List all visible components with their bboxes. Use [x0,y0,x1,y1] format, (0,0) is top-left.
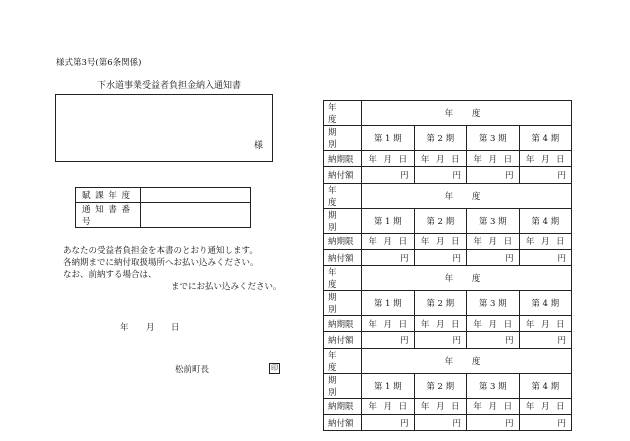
date-part: 日 [451,402,460,413]
date-part: 年 [525,154,535,165]
amount-cell[interactable]: 円 [414,332,467,348]
period-name: 第 2 期 [414,373,467,398]
period-name: 第 3 期 [467,291,520,316]
notice-number-field[interactable] [141,203,251,228]
info-row-notice-number [76,203,251,228]
due-date-cell[interactable] [362,151,415,167]
due-date-cell[interactable] [467,233,520,249]
due-date-cell[interactable] [467,316,520,332]
due-date-parts [467,400,519,412]
amount-row [324,332,572,348]
date-part: 月 [540,154,550,165]
date-part: 年 [368,319,377,330]
date-part: 日 [398,237,408,248]
fiscal-year-span[interactable]: 年 度 [362,348,572,373]
date-part: 年 [368,402,377,413]
fiscal-year-row [324,348,572,373]
amount-cell[interactable]: 円 [414,415,467,431]
period-name: 第 4 期 [519,291,572,316]
due-date-parts [520,153,572,165]
period-name: 第 1 期 [362,373,415,398]
date-part: 月 [435,319,445,330]
date-part: 月 [540,237,550,248]
due-date-parts [467,153,519,165]
due-date-parts [362,153,414,165]
fiscal-year-label: 年 度 [324,266,362,291]
date-part: 年 [525,237,535,248]
due-date-parts [415,318,467,330]
fiscal-year-label: 賦 課 年 度 [76,188,141,203]
issuer-name: 松前町長 [175,365,210,375]
date-part: 年 [420,402,430,413]
form-number: 様式第3号(第6条関係) [56,58,142,68]
amount-label: 納付額 [324,415,362,431]
date-part: 月 [540,402,550,413]
fiscal-year-row [324,101,572,126]
date-part: 年 [420,154,430,165]
date-part: 月 [488,154,497,165]
amount-label: 納付額 [324,167,362,183]
period-name: 第 3 期 [467,208,520,233]
period-label: 期 別 [324,126,362,151]
period-row [324,208,572,233]
amount-label: 納付額 [324,249,362,265]
date-part: 日 [451,154,460,165]
period-label: 期 別 [324,208,362,233]
amount-cell[interactable]: 円 [519,249,572,265]
amount-cell[interactable]: 円 [362,415,415,431]
period-name: 第 4 期 [519,373,572,398]
date-part: 日 [398,319,408,330]
due-date-cell[interactable] [414,398,467,414]
date-part: 月 [383,237,392,248]
due-date-parts [467,235,519,247]
date-part: 年 [368,237,377,248]
due-date-parts [415,235,467,247]
amount-cell[interactable]: 円 [467,249,520,265]
due-date-parts [362,400,414,412]
fiscal-year-span[interactable]: 年 度 [362,266,572,291]
due-date-row [324,151,572,167]
date-part: 年 [525,402,535,413]
period-name: 第 1 期 [362,126,415,151]
due-date-cell[interactable] [467,398,520,414]
due-date-cell[interactable] [519,233,572,249]
period-row [324,373,572,398]
seal-stamp: 印 [271,364,278,372]
due-date-parts [520,318,572,330]
date-part: 日 [503,319,513,330]
date-part: 日 [503,237,513,248]
amount-cell[interactable]: 円 [414,249,467,265]
date-part: 月 [383,154,392,165]
amount-cell[interactable]: 円 [519,167,572,183]
period-name: 第 3 期 [467,373,520,398]
due-date-cell[interactable] [414,151,467,167]
due-date-cell[interactable] [467,151,520,167]
due-date-parts [467,318,519,330]
info-row-fiscal-year [76,188,251,203]
date-part: 月 [435,237,445,248]
amount-row [324,415,572,431]
date-part: 日 [451,319,460,330]
date-part: 月 [383,402,392,413]
date-part: 日 [556,154,565,165]
amount-cell[interactable]: 円 [362,249,415,265]
due-date-row [324,233,572,249]
due-date-parts [520,235,572,247]
amount-cell[interactable]: 円 [467,332,520,348]
message-line-2: 各納期までに納付取扱場所へお払い込みください。 [63,258,259,268]
period-name: 第 1 期 [362,208,415,233]
notice-number-label: 通 知 書 番 号 [76,203,141,228]
date-part: 年 [420,319,430,330]
date-part: 月 [435,402,445,413]
recipient-suffix: 様 [253,141,263,151]
date-part: 日 [451,237,460,248]
amount-cell[interactable]: 円 [362,167,415,183]
fiscal-year-span[interactable]: 年 度 [362,183,572,208]
amount-row [324,249,572,265]
amount-cell[interactable]: 円 [519,415,572,431]
date-part: 日 [398,402,408,413]
due-date-cell[interactable] [414,316,467,332]
message-line-1: あなたの受益者負担金を本書のとおり通知します。 [63,246,258,256]
date-part: 日 [556,319,565,330]
due-date-label: 納期限 [324,398,362,414]
due-date-label: 納期限 [324,151,362,167]
fiscal-year-field[interactable] [141,188,251,203]
due-date-label: 納期限 [324,316,362,332]
date-part: 月 [488,237,497,248]
message-line-4: までにお払い込みください。 [171,282,282,292]
period-name: 第 1 期 [362,291,415,316]
payment-schedule-table [323,100,572,431]
due-date-parts [415,400,467,412]
recipient-box[interactable] [55,94,273,162]
date-part: 月 [435,154,445,165]
fiscal-year-row [324,183,572,208]
due-date-parts [415,153,467,165]
period-name: 第 3 期 [467,126,520,151]
amount-cell[interactable]: 円 [519,332,572,348]
date-part: 年 [473,237,482,248]
fiscal-year-label: 年 度 [324,348,362,373]
period-name: 第 2 期 [414,208,467,233]
period-row [324,291,572,316]
date-part: 年 [473,402,482,413]
due-date-cell[interactable] [362,316,415,332]
period-label: 期 別 [324,291,362,316]
due-date-cell[interactable] [362,398,415,414]
date-part: 月 [383,319,392,330]
due-date-cell[interactable] [414,233,467,249]
date-part: 日 [503,154,513,165]
info-table [75,187,251,228]
fiscal-year-row [324,266,572,291]
date-part: 日 [503,402,513,413]
date-day: 日 [171,323,180,333]
date-part: 月 [540,319,550,330]
due-date-cell[interactable] [519,151,572,167]
fiscal-year-label: 年 度 [324,183,362,208]
period-name: 第 2 期 [414,291,467,316]
amount-cell[interactable]: 円 [362,332,415,348]
due-date-cell[interactable] [362,233,415,249]
date-part: 月 [488,402,497,413]
due-date-label: 納期限 [324,233,362,249]
due-date-parts [362,318,414,330]
amount-label: 納付額 [324,332,362,348]
date-month: 月 [146,323,155,333]
date-part: 年 [473,154,482,165]
message-line-3: なお、前納する場合は、 [63,270,157,280]
date-part: 日 [556,237,565,248]
amount-cell[interactable]: 円 [414,167,467,183]
due-date-parts [362,235,414,247]
due-date-cell[interactable] [519,316,572,332]
period-label: 期 別 [324,373,362,398]
amount-cell[interactable]: 円 [467,415,520,431]
fiscal-year-label: 年 度 [324,101,362,126]
due-date-cell[interactable] [519,398,572,414]
date-part: 年 [420,237,430,248]
due-date-parts [520,400,572,412]
document-title: 下水道事業受益者負担金納入通知書 [97,81,242,91]
period-name: 第 2 期 [414,126,467,151]
period-name: 第 4 期 [519,126,572,151]
amount-cell[interactable]: 円 [467,167,520,183]
date-part: 日 [398,154,408,165]
date-year: 年 [120,323,129,333]
date-part: 年 [473,319,482,330]
period-row [324,126,572,151]
period-name: 第 4 期 [519,208,572,233]
date-part: 年 [525,319,535,330]
date-part: 年 [368,154,377,165]
date-part: 月 [488,319,497,330]
amount-row [324,167,572,183]
due-date-row [324,398,572,414]
fiscal-year-span[interactable]: 年 度 [362,101,572,126]
date-part: 日 [556,402,565,413]
due-date-row [324,316,572,332]
